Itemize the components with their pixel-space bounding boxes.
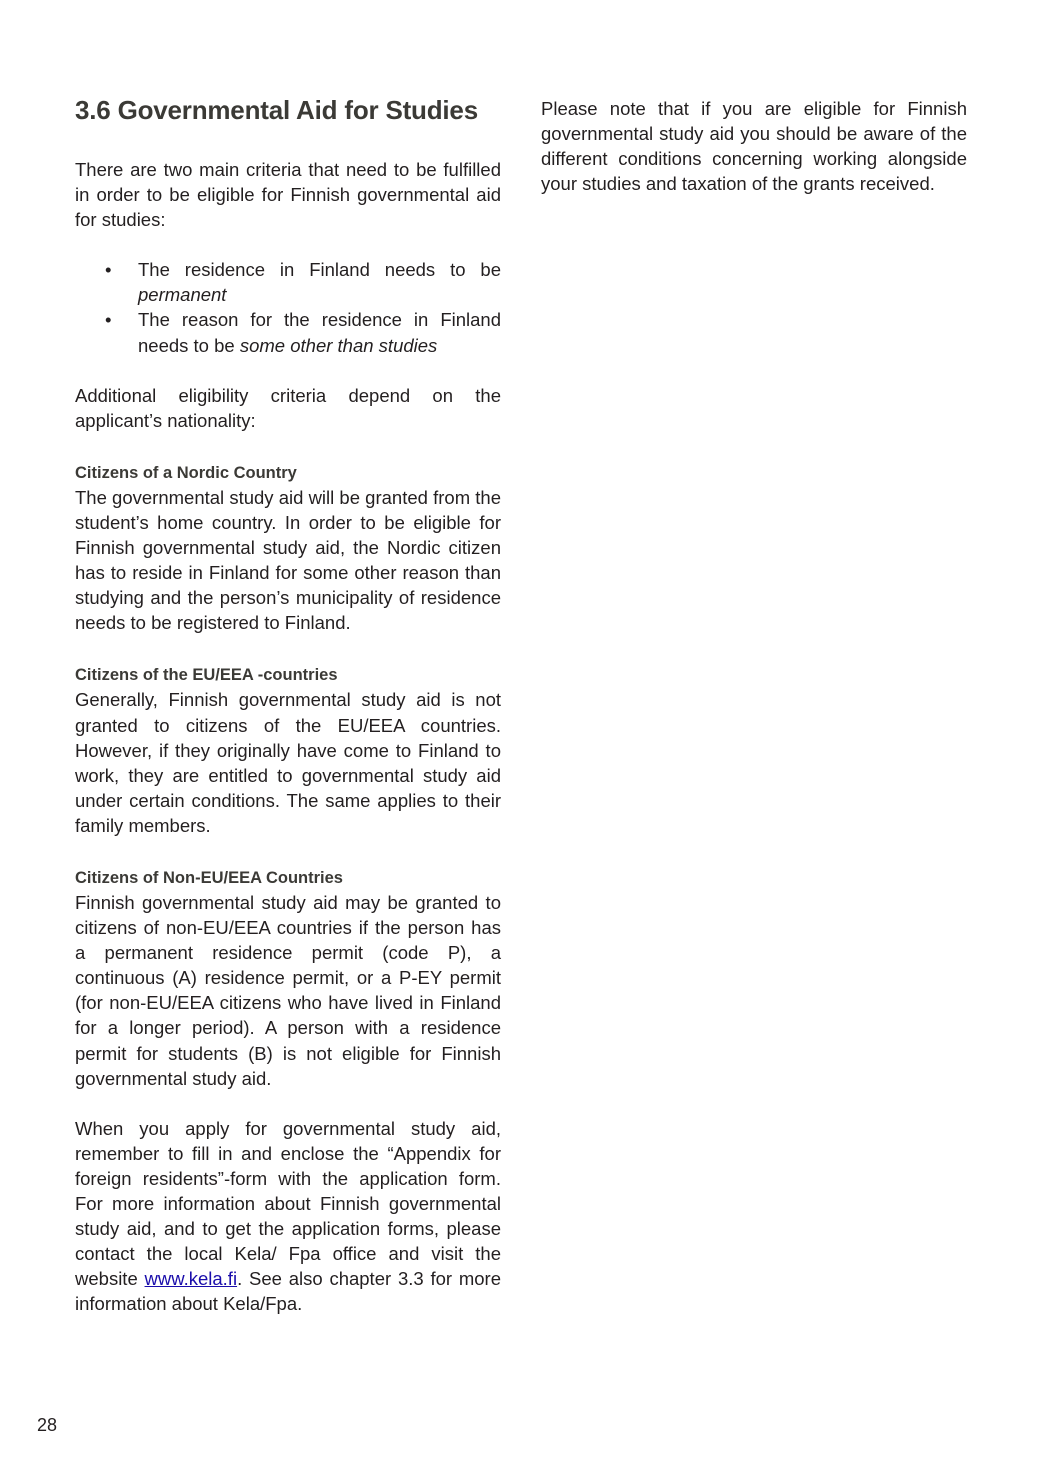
subheading-nordic: Citizens of a Nordic Country [75, 463, 297, 482]
note-paragraph: Please note that if you are eligible for Finnish governmental study aid you should be aware of the different conditions concerning working alongside your studies and taxation of the grants received. [541, 98, 967, 195]
additional-criteria-paragraph: Additional eligibility criteria depend on the applicant’s nationality: [75, 384, 501, 431]
section-heading: 3.6 Governmental Aid for Studies [75, 95, 478, 125]
subheading-eu-eea: Citizens of the EU/EEA -countries [75, 666, 338, 685]
intro-paragraph: There are two main criteria that need to be fulfilled in order to be eligible for Finnish governmental aid for studies: [75, 159, 501, 231]
criteria-item: • The reason for the residence in Finland needs to be some other than studies [75, 307, 501, 357]
kela-website-link[interactable]: www.kela.fi [144, 1268, 238, 1290]
subheading-non-eu-eea: Citizens of Non-EU/EEA Countries [75, 868, 343, 887]
eu-eea-paragraph: Generally, Finnish governmental study aid is not granted to citizens of the EU/EEA countries. However, if they originally have come to Finland to work, they are entitled to governmental study aid under certain conditions. The same applies to their family members. [75, 689, 501, 836]
non-eu-eea-paragraph: Finnish governmental study aid may be granted to citizens of non-EU/EEA countries if the person has a permanent residence permit (code P), a continuous (A) residence permit, or a P-EY permit (for non-EU/EEA citizens who have lived in Finland for a longer period). A person with a residence permit for students (B) is not eligible for Finnish governmental study aid. [75, 891, 501, 1089]
nordic-paragraph: The governmental study aid will be granted from the student’s home country. In order to be eligible for Finnish governmental study aid, the Nordic citizen has to reside in Finland for some other reason than studying and the person’s municipality of residence needs to be registered to Finland. [75, 486, 501, 634]
criteria-item: • The residence in Finland needs to be permanent [75, 257, 501, 307]
left-column [75, 92, 501, 1316]
page-number: 28 [37, 1415, 58, 1435]
right-column [541, 96, 967, 196]
closing-paragraph: When you apply for governmental study aid, remember to fill in and enclose the “Appendix for foreign residents”-form with the application form. For more information about Finnish governmental study aid, and to get the application forms, please contact the local Kela/ Fpa office and visit the website www.kela.fi. See also chapter 3.3 for more information about Kela/Fpa. [75, 1117, 501, 1315]
criteria-list [75, 257, 501, 357]
